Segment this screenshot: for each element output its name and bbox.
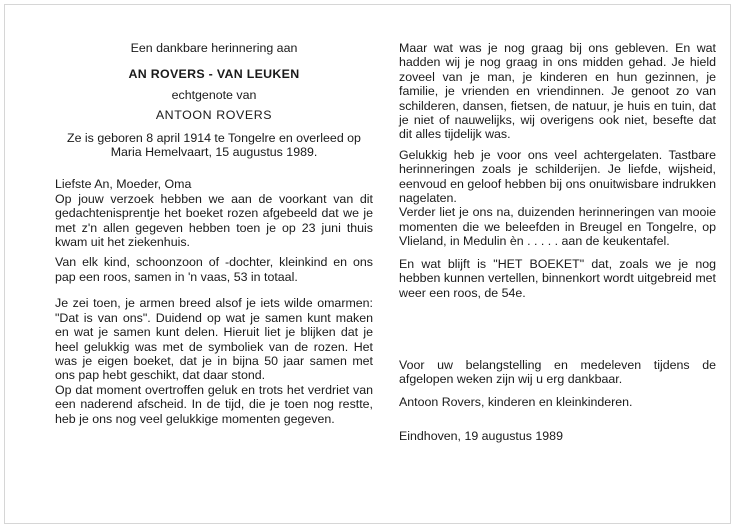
left-paragraph-2: Van elk kind, schoonzoon of -dochter, kleinkind en ons pap een roos, samen in 'n vaas, 53 in totaal.: [55, 255, 373, 284]
title-block: [55, 41, 373, 159]
spouse-intro: echtgenote van: [171, 87, 257, 102]
right-paragraph-4: En wat blijft is "HET BOEKET" dat, zoals we je nog hebben kunnen vertellen, binnenkort wordt uitgebreid met weer een roos, de 54e.: [399, 256, 716, 300]
right-paragraph-1: Maar wat was je nog graag bij ons gebleven. En wat hadden wij je nog graag in ons midden gehad. Je hield zoveel van je man, je kinderen en hun gezinnen, je familie, je vrienden en vriendinnen. Je genoot zo van schilderen, dansen, fietsen, de natuur, je huis en tuin, dat je niet of nauwelijks, wij overigens ook niet, besefte dat dit alles tijdelijk was.: [399, 41, 716, 142]
memorial-card: [4, 4, 731, 524]
salutation: Liefste An, Moeder, Oma: [55, 177, 192, 192]
left-paragraph-4: Op dat moment overtroffen geluk en trots het verdriet van een naderend afscheid. In de tijd, die je toen nog restte, heb je ons nog veel gelukkige momenten gegeven.: [55, 382, 373, 426]
spouse-name: ANTOON ROVERS: [155, 108, 273, 123]
deceased-name: AN ROVERS - VAN LEUKEN: [128, 67, 300, 82]
birth-death-text: Ze is geboren 8 april 1914 te Tongelre en overleed op Maria Hemelvaart, 15 augustus 1989.: [67, 130, 361, 160]
place-date: Eindhoven, 19 augustus 1989: [399, 429, 563, 444]
left-paragraph-1: Op jouw verzoek hebben we aan de voorkant van dit gedachtenisprentje het boeket rozen afgebeeld dat we je met z'n allen gegeven hebben toen je op 23 juni thuis kwam uit het ziekenhuis.: [55, 191, 373, 250]
card-fold: [383, 25, 384, 505]
thanks-text: Voor uw belangstelling en medeleven tijdens de afgelopen weken zijn wij u erg dankbaar.: [399, 357, 716, 387]
right-paragraph-3: Verder liet je ons na, duizenden herinneringen van mooie momenten die we beleefden in Breugel en Tongelre, op Vlieland, in Medulin èn . . . . . aan de keukentafel.: [399, 205, 716, 249]
left-paragraph-3: Je zei toen, je armen breed alsof je iets wilde omarmen: "Dat is van ons". Duidend op wat je samen kunt maken en wat je samen kunt delen. Hieruit liet je blijken dat je heel gelukkig was met de symboliek van de rozen. Het was je eigen boeket, dat je in bijna 50 jaar samen met ons pap hebt geschikt, dat daar stond.: [55, 296, 373, 383]
right-paragraph-2: Gelukkig heb je voor ons veel achtergelaten. Tastbare herinneringen zoals je schilderijen. Je liefde, wijsheid, eenvoud en geloof hebben bij ons onuitwisbare indrukken nagelaten.: [399, 147, 716, 206]
signature: Antoon Rovers, kinderen en kleinkinderen.: [399, 394, 633, 409]
header-line: Een dankbare herinnering aan: [130, 41, 298, 55]
right-column: [399, 41, 716, 444]
left-column: [55, 41, 373, 426]
